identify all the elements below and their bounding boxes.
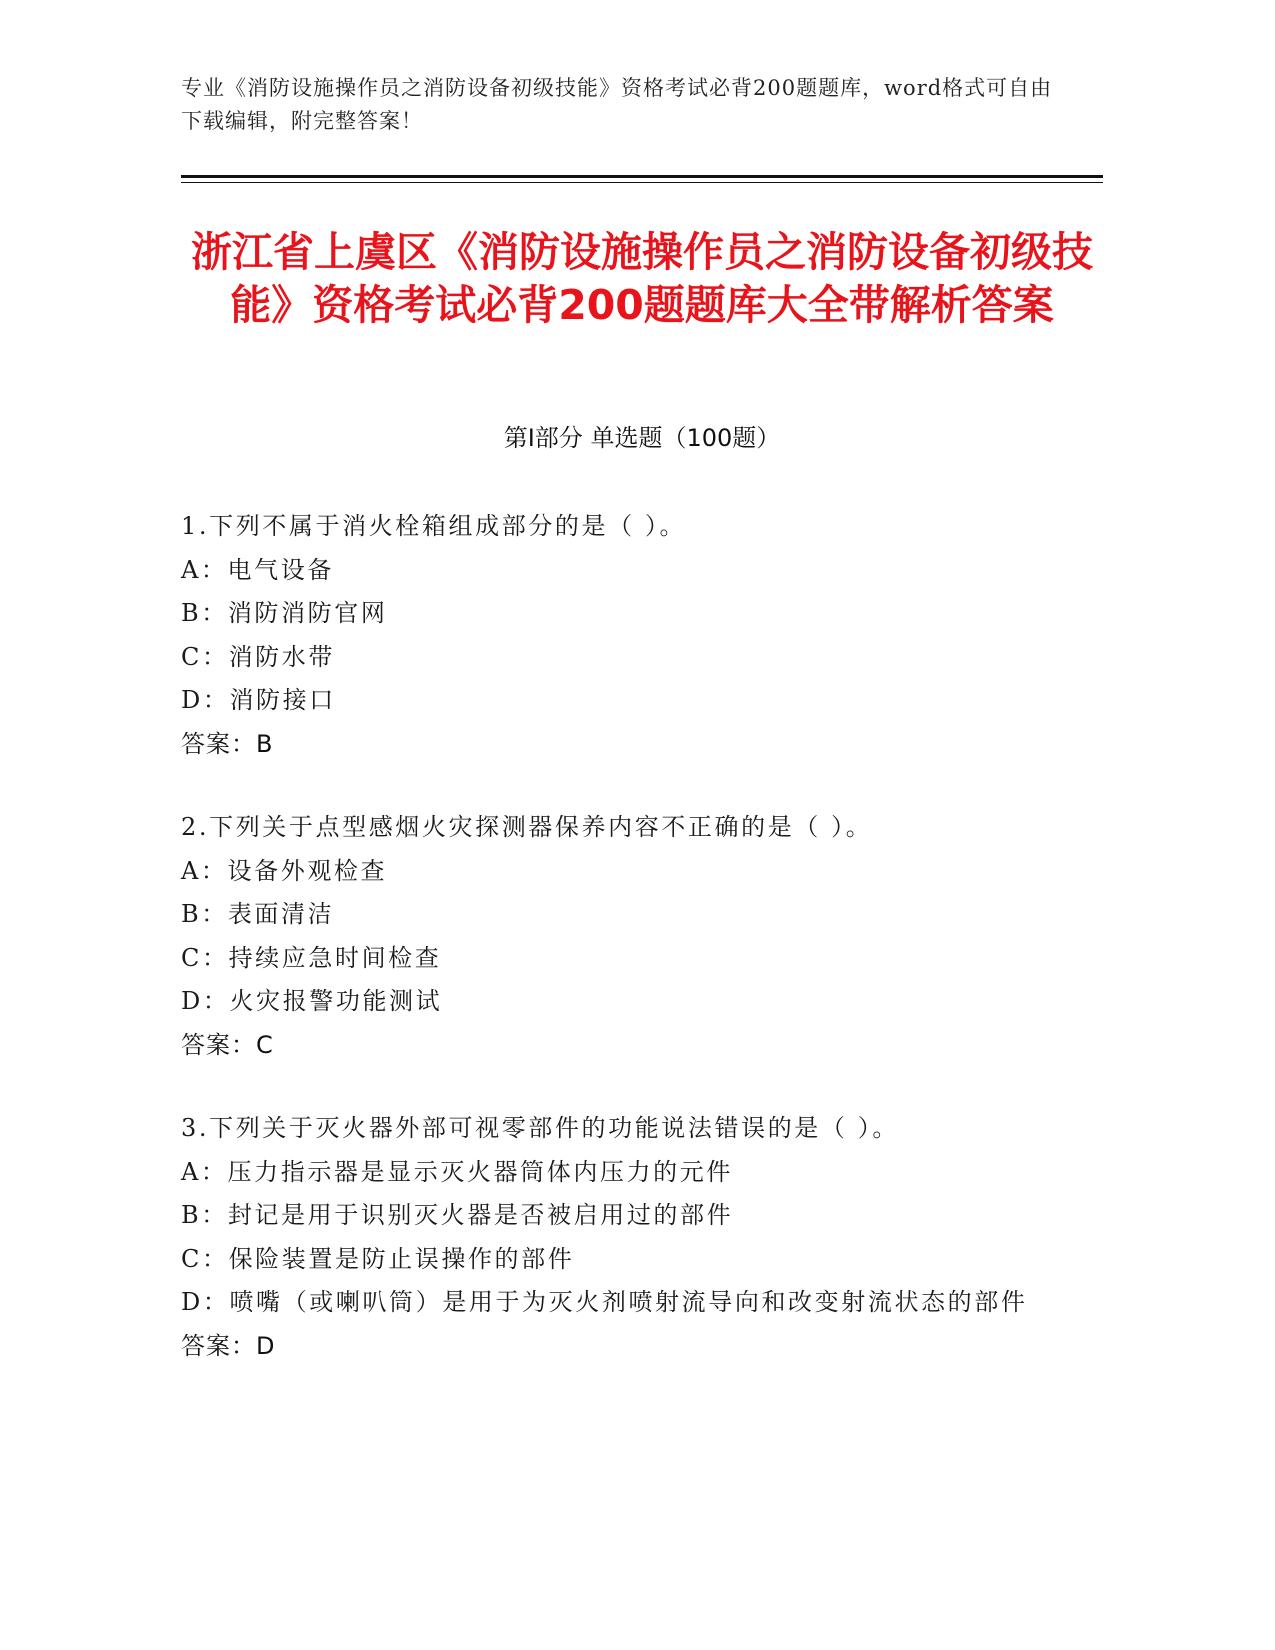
answer-label: 答案： — [181, 729, 256, 758]
section-title: 第Ⅰ部分 单选题（100题） — [503, 424, 781, 452]
question-2 — [181, 806, 1041, 1067]
answer-value: D — [256, 1331, 275, 1360]
option-b: B：消防消防官网 — [181, 599, 388, 627]
option-c: C：持续应急时间检查 — [181, 943, 442, 972]
answer-label: 答案： — [181, 1030, 256, 1059]
answer-value: B — [256, 729, 273, 758]
document-title: 浙江省上虞区《消防设施操作员之消防设备初级技能》资格考试必背200题题库大全带解析答案 — [191, 228, 1093, 329]
option-a: A：电气设备 — [181, 555, 334, 584]
answer-value: C — [256, 1030, 273, 1059]
answer-label: 答案： — [181, 1331, 256, 1360]
header-divider-thin — [181, 182, 1103, 183]
question-stem: 2.下列关于点型感烟火灾探测器保养内容不正确的是（ ）。 — [181, 813, 873, 841]
answer-line — [181, 1024, 1041, 1068]
answer-line — [181, 723, 1041, 767]
header-divider — [181, 175, 1103, 178]
option-d: D：火灾报警功能测试 — [181, 987, 443, 1015]
question-list — [181, 505, 1041, 1408]
answer-line — [181, 1325, 1041, 1369]
question-3 — [181, 1107, 1041, 1368]
option-b: B：封记是用于识别灭火器是否被启用过的部件 — [181, 1201, 734, 1229]
option-c: C：保险装置是防止误操作的部件 — [181, 1244, 575, 1273]
question-stem: 3.下列关于灭火器外部可视零部件的功能说法错误的是（ ）。 — [181, 1114, 899, 1142]
header-note: 专业《消防设施操作员之消防设备初级技能》资格考试必背200题题库，word格式可自由下载编辑，附完整答案！ — [181, 76, 1053, 133]
option-a: A：设备外观检查 — [181, 856, 388, 885]
option-d: D：喷嘴（或喇叭筒）是用于为灭火剂喷射流导向和改变射流状态的部件 — [181, 1288, 1028, 1316]
question-stem: 1.下列不属于消火栓箱组成部分的是（ ）。 — [181, 512, 687, 540]
option-c: C：消防水带 — [181, 642, 335, 671]
option-d: D：消防接口 — [181, 686, 336, 714]
question-1 — [181, 505, 1041, 766]
option-a: A：压力指示器是显示灭火器筒体内压力的元件 — [181, 1157, 733, 1186]
option-b: B：表面清洁 — [181, 900, 335, 928]
